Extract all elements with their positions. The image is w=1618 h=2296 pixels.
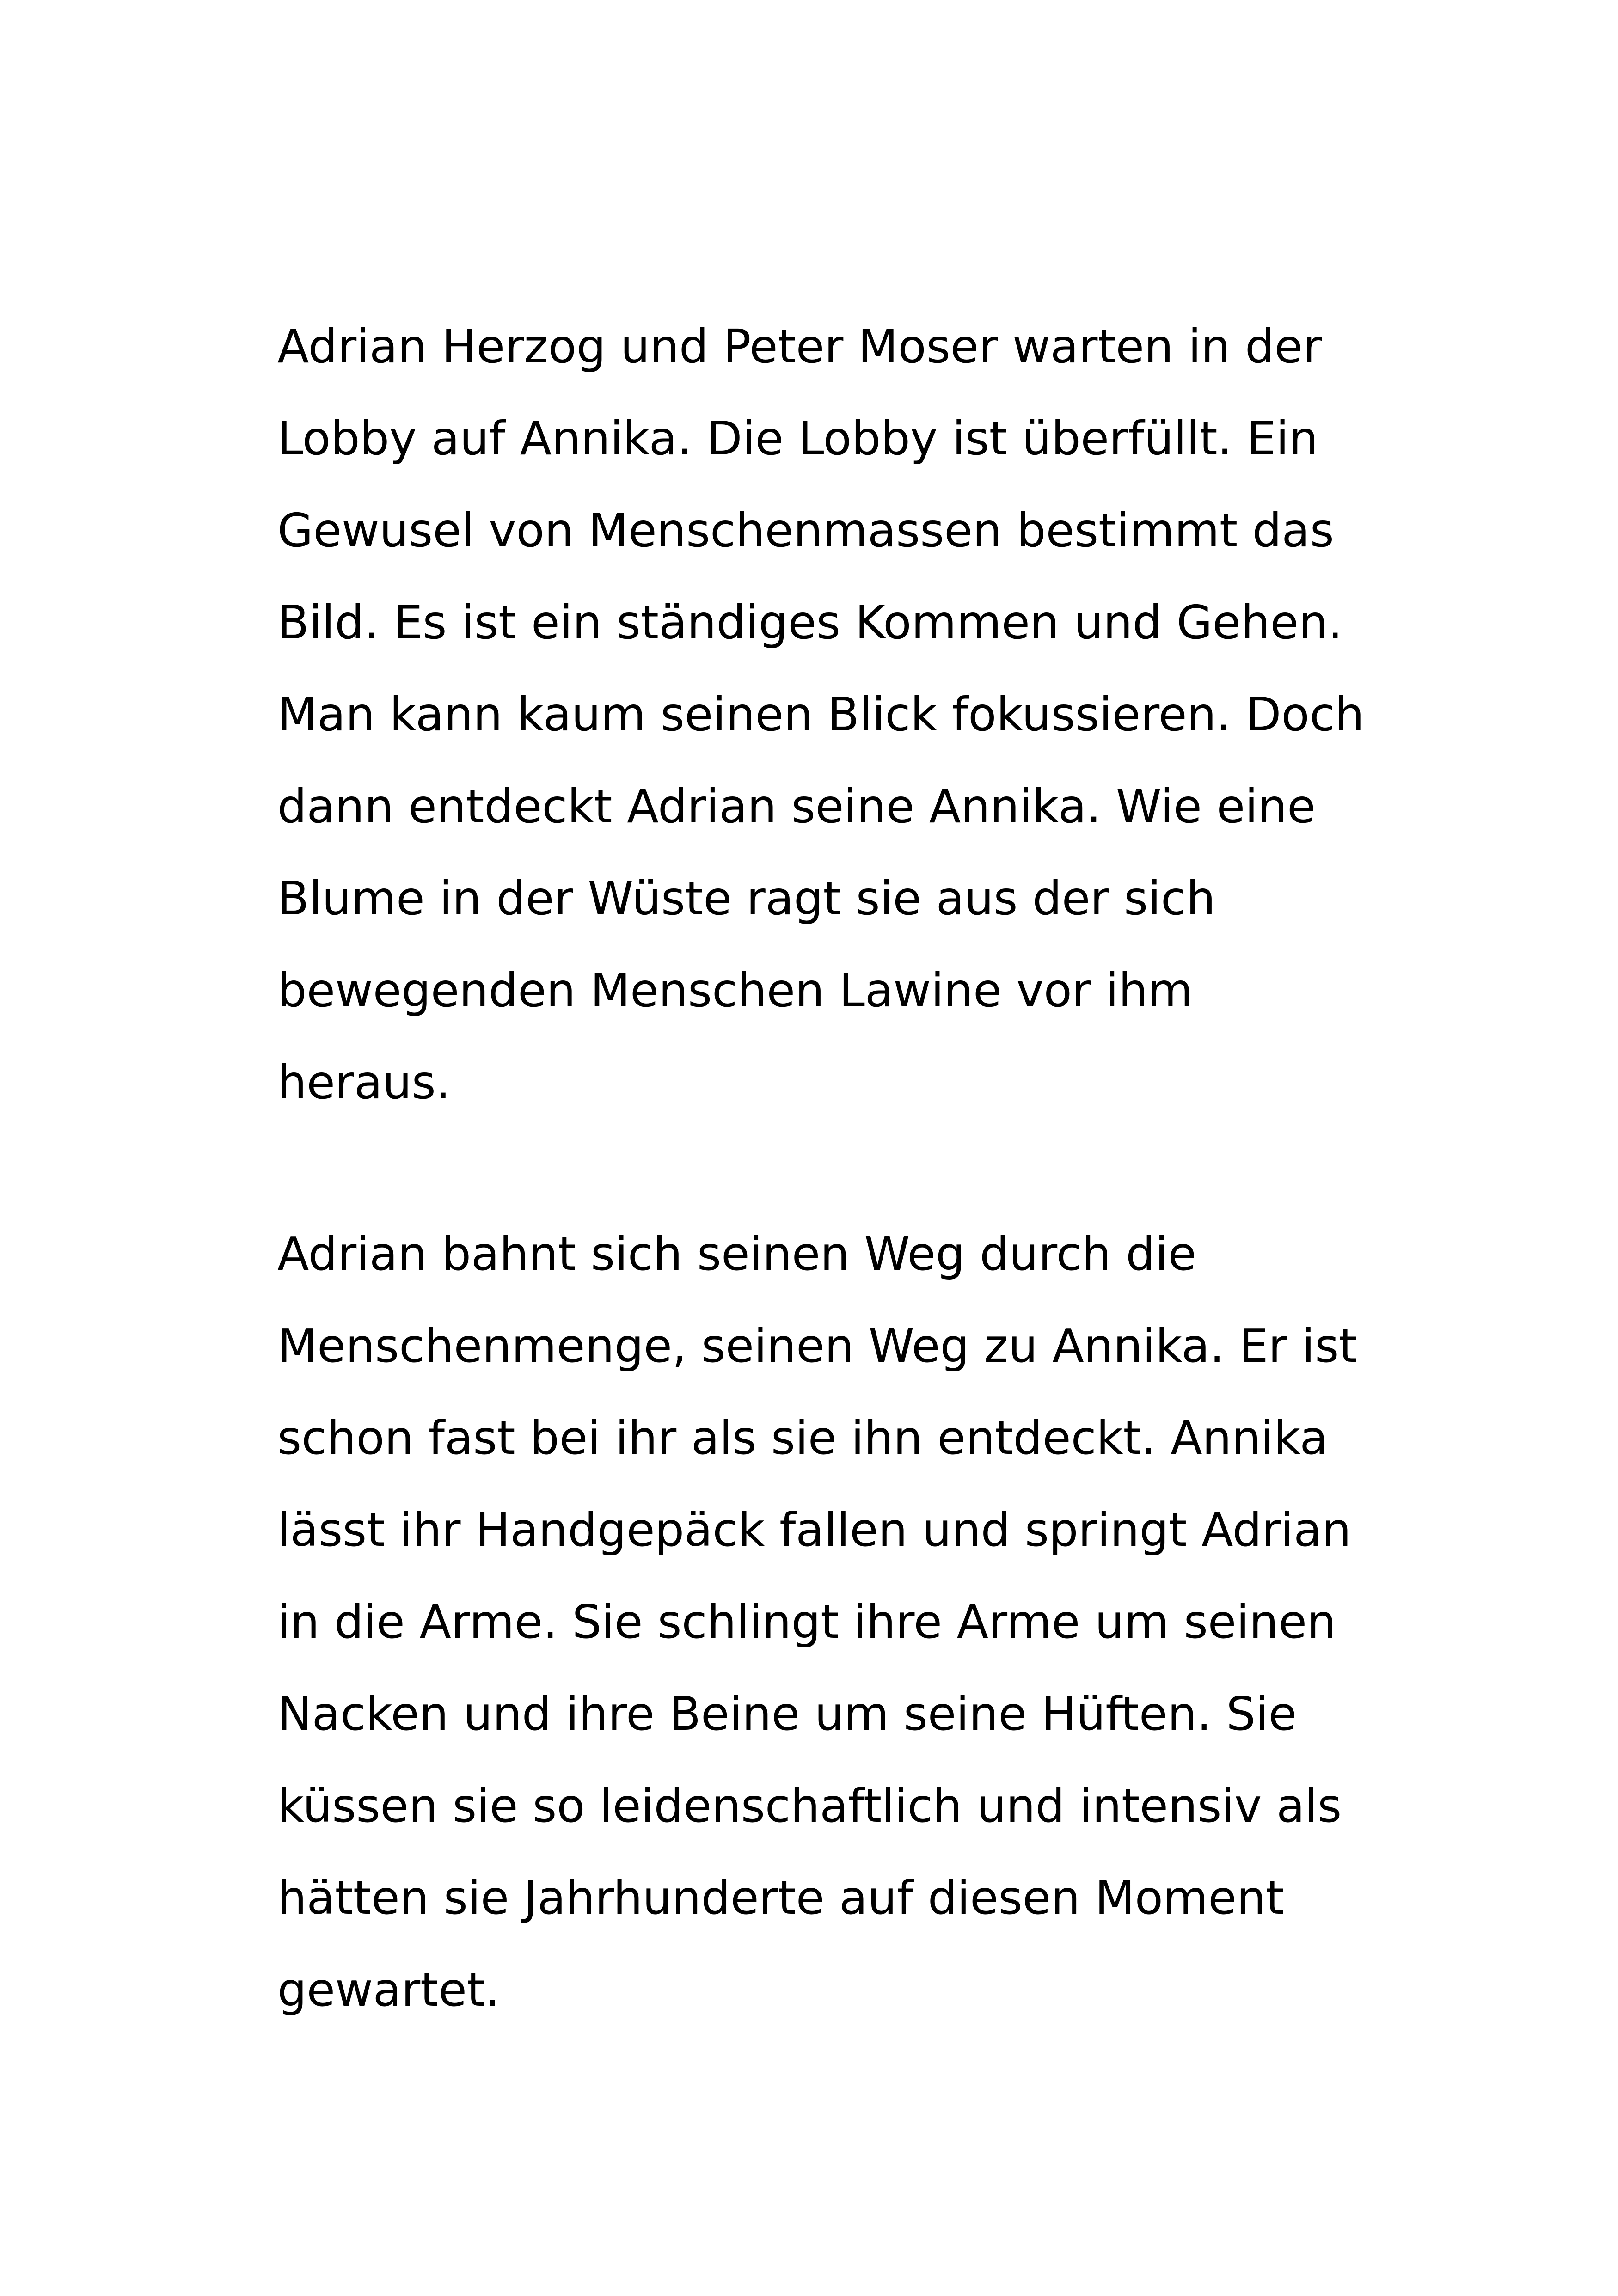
paragraph-line: Blume in der Wüste ragt sie aus der sich (277, 871, 1216, 925)
paragraph-line: gewartet. (277, 1963, 500, 2017)
paragraph-line: küssen sie so leidenschaftlich und intensiv als (277, 1779, 1342, 1833)
paragraph-line: hätten sie Jahrhunderte auf diesen Moment (277, 1871, 1284, 1925)
paragraph-line: Adrian Herzog und Peter Moser warten in der (277, 319, 1322, 373)
paragraph-line: Menschenmenge, seinen Weg zu Annika. Er ist (277, 1319, 1357, 1373)
paragraph-2 (277, 1208, 1433, 2036)
paragraph-line: lässt ihr Handgepäck fallen und springt Adrian (277, 1503, 1351, 1557)
paragraph-line: in die Arme. Sie schlingt ihre Arme um seinen (277, 1595, 1336, 1649)
paragraph-line: Nacken und ihre Beine um seine Hüften. Sie (277, 1687, 1297, 1741)
paragraph-line: heraus. (277, 1055, 451, 1109)
paragraph-line: dann entdeckt Adrian seine Annika. Wie eine (277, 779, 1316, 833)
paragraph-line: Adrian bahnt sich seinen Weg durch die (277, 1227, 1196, 1281)
paragraph-line: Gewusel von Menschenmassen bestimmt das (277, 503, 1334, 557)
paragraph-line: schon fast bei ihr als sie ihn entdeckt. Annika (277, 1411, 1328, 1465)
paragraph-line: Bild. Es ist ein ständiges Kommen und Gehen. (277, 595, 1343, 649)
paragraph-line: Man kann kaum seinen Blick fokussieren. Doch (277, 687, 1365, 741)
paragraph-1 (277, 300, 1433, 1128)
paragraph-line: Lobby auf Annika. Die Lobby ist überfüllt. Ein (277, 411, 1318, 465)
paragraph-line: bewegenden Menschen Lawine vor ihm (277, 963, 1193, 1017)
